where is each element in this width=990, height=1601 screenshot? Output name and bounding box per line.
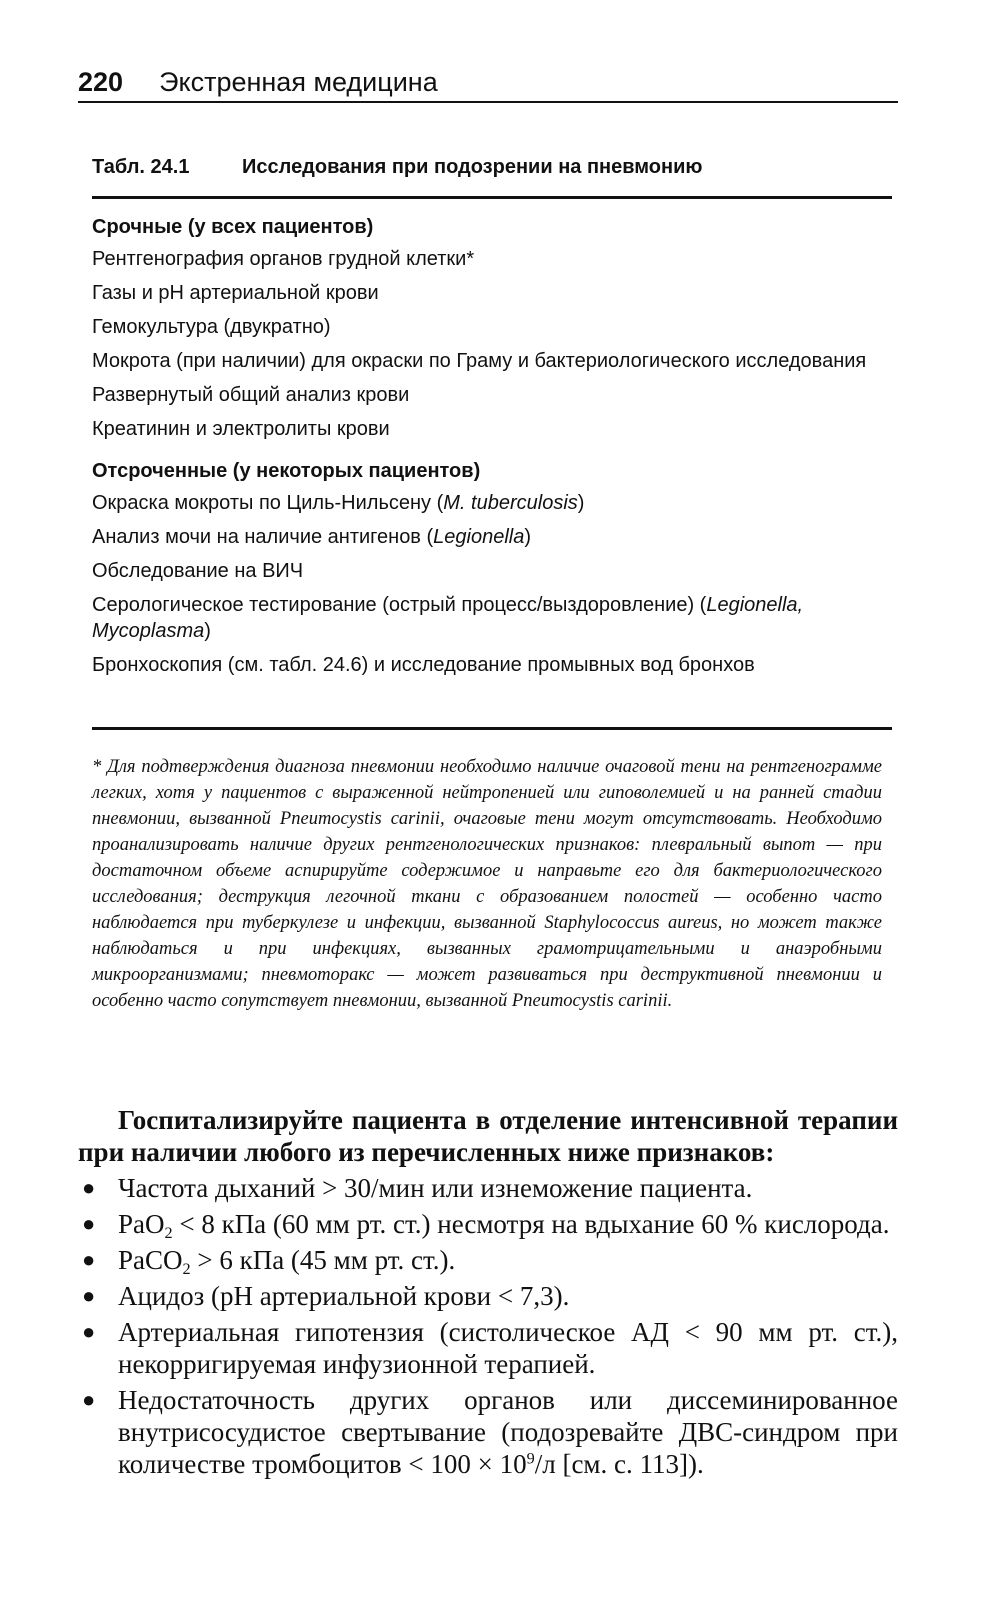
table-footnote: * Для подтверждения диагноза пневмонии необходимо наличие очаговой тени на рентгенограмме легких, хотя у пациентов с выраженной нейтропенией или гиповолемией и на ранней стадии пневмонии, вызванной Pneumocystis carinii, очаговые тени могут отсутствовать. Необходимо проанализировать наличие других рентгенологических признаков: плевральный выпот — при достаточном объеме аспирируйте содержимое и направьте его для бактериологического исследования; деструкция легочной ткани с образованием полостей — особенно часто наблюдается при туберкулезе и инфекции, вызванной Staphylococcus aureus, но может также наблюдаться и при инфекциях, вызванных грамотрицательными и анаэробными микроорганизмами; пневмоторакс — может развиваться при деструктивной пневмонии и особенно часто сопутствует пневмонии, вызванной Pneumocystis carinii. (92, 757, 882, 1011)
bullet-icon: ● (82, 1211, 96, 1236)
bullet-icon: ● (82, 1283, 96, 1308)
bullet-icon: ● (82, 1247, 96, 1272)
page-number: 220 (78, 67, 124, 97)
table-row: Серологическое тестирование (острый процесс/выздоровление) (Legionella, Mycoplasma) (92, 594, 804, 642)
table-row: Гемокультура (двукратно) (92, 316, 331, 338)
table-row: Анализ мочи на наличие антигенов (Legionella) (92, 526, 532, 548)
bullet-icon: ● (82, 1175, 96, 1200)
table-title: Исследования при подозрении на пневмонию (242, 156, 703, 178)
running-title: Экстренная медицина (159, 67, 438, 97)
table-row: Мокрота (при наличии) для окраски по Граму и бактериологического исследования (92, 350, 867, 372)
section-delayed: Отсроченные (у некоторых пациентов) (92, 460, 481, 482)
table-row: Рентгенография органов грудной клетки* (92, 248, 475, 270)
table-bottom-rule (92, 727, 892, 730)
running-head (78, 62, 898, 102)
investigations-table (92, 214, 882, 686)
list-item: ● Ацидоз (pH артериальной крови < 7,3). (82, 1281, 570, 1311)
list-item: ● Артериальная гипотензия (систолическое АД < 90 мм рт. ст.), некорригируемая инфузионной терапией. (82, 1317, 898, 1379)
table-row: Бронхоскопия (см. табл. 24.6) и исследование промывных вод бронхов (92, 654, 755, 676)
table-row: Обследование на ВИЧ (92, 560, 304, 582)
table-caption (92, 152, 892, 182)
icu-criteria-lead: Госпитализируйте пациента в отделение интенсивной терапии при наличии любого из перечисленных ниже признаков: (78, 1105, 898, 1167)
table-row: Окраска мокроты по Циль-Нильсену (M. tuberculosis) (92, 492, 585, 514)
list-item: ● Частота дыханий > 30/мин или изнеможение пациента. (82, 1173, 753, 1203)
list-item: ● PaCO$_2$ > 6 кПа (45 мм рт. ст.). (82, 1245, 456, 1278)
table-row: Развернутый общий анализ крови (92, 384, 410, 406)
table-row: Креатинин и электролиты крови (92, 418, 390, 440)
table-number: Табл. 24.1 (92, 156, 190, 178)
list-item: ● Недостаточность других органов или диссеминированное внутрисосудистое свертывание (подозревайте ДВС-синдром при количестве тромбоцитов < $100 \times 10^9/л$ [см. с. 113]). (82, 1385, 898, 1479)
icu-criteria-list (78, 1172, 898, 1480)
list-item: ● PaO$_2$ < 8 кПа (60 мм рт. ст.) несмотря на вдыхание 60 % кислорода. (82, 1209, 890, 1242)
section-urgent: Срочные (у всех пациентов) (92, 216, 374, 238)
table-top-rule (92, 196, 892, 199)
bullet-icon: ● (82, 1387, 96, 1412)
header-rule (78, 101, 898, 103)
bullet-icon: ● (82, 1319, 96, 1344)
table-row: Газы и pH артериальной крови (92, 282, 379, 304)
main-text (78, 1104, 898, 1484)
